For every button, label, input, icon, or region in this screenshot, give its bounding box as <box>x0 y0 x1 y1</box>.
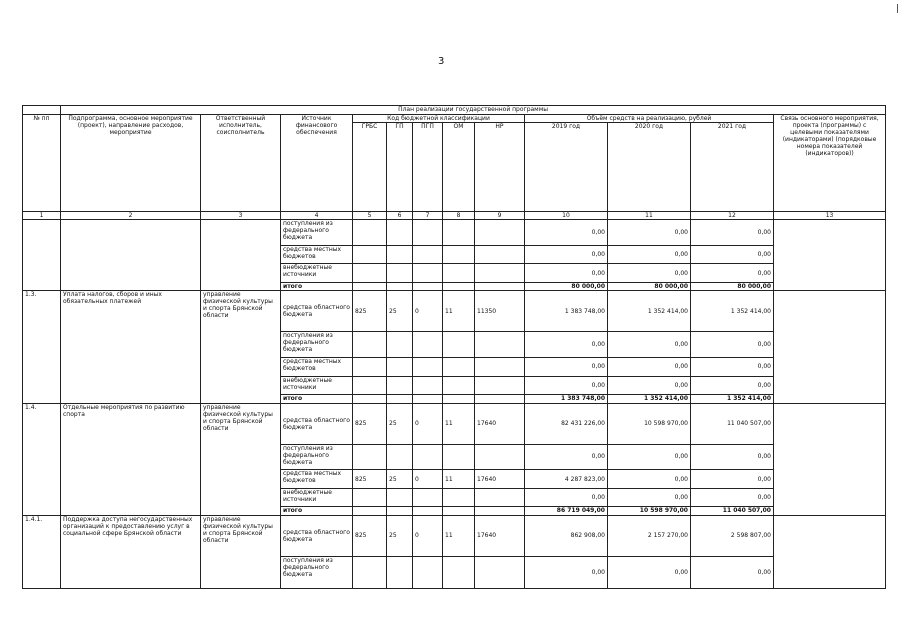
total-cell: 10 598 970,00 <box>608 507 691 516</box>
code-pgp: 0 <box>413 403 443 444</box>
column-number: 6 <box>387 211 413 220</box>
item-number: 1.4.1. <box>23 515 61 588</box>
amount-cell: 0,00 <box>608 220 691 246</box>
code-gp: 25 <box>387 403 413 444</box>
item-executor: управление физической культуры и спорта Брянской области <box>201 291 281 403</box>
code-grbs: 825 <box>353 291 387 332</box>
source-label: внебюджетные источники <box>281 376 353 394</box>
source-label: итого <box>281 394 353 403</box>
code-gp: 25 <box>387 291 413 332</box>
amount-cell: 0,00 <box>691 358 774 376</box>
header-link: Связь основного мероприятия, проекта (программы) с целевыми показателями (индикаторами) (порядковые номера показателей (индикаторов)) <box>774 114 886 211</box>
amount-cell: 10 598 970,00 <box>608 403 691 444</box>
total-cell: 80 000,00 <box>525 282 608 291</box>
table-row <box>23 291 886 332</box>
amount-cell: 0,00 <box>525 332 608 358</box>
header-pgp: ПГП <box>413 123 443 211</box>
amount-cell: 2 157 270,00 <box>608 515 691 556</box>
code-om: 11 <box>443 470 475 488</box>
amount-cell: 1 383 748,00 <box>525 291 608 332</box>
amount-cell: 0,00 <box>691 444 774 470</box>
column-number: 9 <box>475 211 525 220</box>
code-gp: 25 <box>387 470 413 488</box>
amount-cell: 0,00 <box>525 376 608 394</box>
item-number: 1.4. <box>23 403 61 515</box>
cell-empty <box>61 220 201 291</box>
code-gp: 25 <box>387 515 413 556</box>
amount-cell: 11 040 507,00 <box>691 403 774 444</box>
header-num: № пп <box>23 114 61 211</box>
code-grbs: 825 <box>353 515 387 556</box>
amount-cell: 0,00 <box>525 488 608 506</box>
total-cell: 86 719 049,00 <box>525 507 608 516</box>
header-blank-cell <box>23 106 61 115</box>
source-label: итого <box>281 282 353 291</box>
source-label: средства местных бюджетов <box>281 246 353 264</box>
amount-cell: 0,00 <box>525 246 608 264</box>
item-name: Отдельные мероприятия по развитию спорта <box>61 403 201 515</box>
amount-cell: 1 352 414,00 <box>691 291 774 332</box>
source-label: поступления из федерального бюджета <box>281 220 353 246</box>
cell-empty <box>774 515 886 588</box>
amount-cell: 82 431 226,00 <box>525 403 608 444</box>
column-number: 8 <box>443 211 475 220</box>
cell-empty <box>774 220 886 291</box>
header-gp: ГП <box>387 123 413 211</box>
column-number: 12 <box>691 211 774 220</box>
code-om: 11 <box>443 291 475 332</box>
amount-cell: 0,00 <box>525 358 608 376</box>
header-budget-code: Код бюджетной классификации <box>353 114 525 123</box>
amount-cell: 0,00 <box>608 488 691 506</box>
amount-cell: 0,00 <box>525 264 608 282</box>
table-title: План реализации государственной программы <box>61 106 886 115</box>
amount-cell: 0,00 <box>608 376 691 394</box>
amount-cell: 0,00 <box>525 556 608 588</box>
amount-cell: 0,00 <box>608 332 691 358</box>
code-np: 17640 <box>475 515 525 556</box>
amount-cell: 0,00 <box>691 246 774 264</box>
cell-empty <box>774 403 886 515</box>
table-row <box>23 515 886 556</box>
item-name: Уплата налогов, сборов и иных обязательных платежей <box>61 291 201 403</box>
source-label: внебюджетные источники <box>281 264 353 282</box>
source-label: итого <box>281 507 353 516</box>
source-label: средства местных бюджетов <box>281 358 353 376</box>
column-number: 5 <box>353 211 387 220</box>
item-executor: управление физической культуры и спорта Брянской области <box>201 403 281 515</box>
amount-cell: 0,00 <box>691 376 774 394</box>
total-cell: 80 000,00 <box>691 282 774 291</box>
header-volume: Объём средств на реализацию, рублей <box>525 114 774 123</box>
amount-cell: 1 352 414,00 <box>608 291 691 332</box>
total-cell: 1 352 414,00 <box>608 394 691 403</box>
program-plan-table <box>22 105 886 589</box>
column-number: 4 <box>281 211 353 220</box>
item-name: Поддержка доступа негосударственных организаций к предоставлению услуг в социальной сфере Брянской области <box>61 515 201 588</box>
column-number: 7 <box>413 211 443 220</box>
scan-edge-mark <box>897 4 898 13</box>
amount-cell: 0,00 <box>691 488 774 506</box>
header-2020: 2020 год <box>608 123 691 211</box>
header-grbs: ГРБС <box>353 123 387 211</box>
code-pgp: 0 <box>413 470 443 488</box>
cell-empty <box>23 220 61 291</box>
source-label: поступления из федерального бюджета <box>281 556 353 588</box>
item-executor: управление физической культуры и спорта Брянской области <box>201 515 281 588</box>
amount-cell: 862 908,00 <box>525 515 608 556</box>
amount-cell: 0,00 <box>691 264 774 282</box>
source-label: поступления из федерального бюджета <box>281 332 353 358</box>
header-om: ОМ <box>443 123 475 211</box>
header-2019: 2019 год <box>525 123 608 211</box>
code-np: 17640 <box>475 470 525 488</box>
code-om: 11 <box>443 403 475 444</box>
amount-cell: 0,00 <box>608 264 691 282</box>
column-number: 1 <box>23 211 61 220</box>
header-np: НР <box>475 123 525 211</box>
amount-cell: 0,00 <box>608 358 691 376</box>
code-om: 11 <box>443 515 475 556</box>
source-label: средства областного бюджета <box>281 291 353 332</box>
column-number: 13 <box>774 211 886 220</box>
column-number: 2 <box>61 211 201 220</box>
header-name: Подпрограмма, основное мероприятие (проект), направление расходов, мероприятие <box>61 114 201 211</box>
source-label: средства местных бюджетов <box>281 470 353 488</box>
column-number: 10 <box>525 211 608 220</box>
total-cell: 80 000,00 <box>608 282 691 291</box>
source-label: средства областного бюджета <box>281 403 353 444</box>
header-2021: 2021 год <box>691 123 774 211</box>
column-number: 11 <box>608 211 691 220</box>
table-row <box>23 403 886 444</box>
source-label: средства областного бюджета <box>281 515 353 556</box>
amount-cell: 0,00 <box>691 220 774 246</box>
amount-cell: 0,00 <box>691 470 774 488</box>
code-grbs: 825 <box>353 403 387 444</box>
page-number: 3 <box>438 56 445 67</box>
amount-cell: 0,00 <box>608 556 691 588</box>
total-cell: 1 383 748,00 <box>525 394 608 403</box>
code-pgp: 0 <box>413 291 443 332</box>
code-np: 11350 <box>475 291 525 332</box>
cell-empty <box>201 220 281 291</box>
source-label: внебюджетные источники <box>281 488 353 506</box>
amount-cell: 4 287 823,00 <box>525 470 608 488</box>
code-pgp: 0 <box>413 515 443 556</box>
column-number: 3 <box>201 211 281 220</box>
header-source: Источник финансового обеспечения <box>281 114 353 211</box>
item-number: 1.3. <box>23 291 61 403</box>
amount-cell: 0,00 <box>691 332 774 358</box>
header-executor: Ответственный исполнитель, соисполнитель <box>201 114 281 211</box>
code-grbs: 825 <box>353 470 387 488</box>
amount-cell: 0,00 <box>608 444 691 470</box>
total-cell: 11 040 507,00 <box>691 507 774 516</box>
amount-cell: 2 598 807,00 <box>691 515 774 556</box>
code-np: 17640 <box>475 403 525 444</box>
total-cell: 1 352 414,00 <box>691 394 774 403</box>
amount-cell: 0,00 <box>608 246 691 264</box>
amount-cell: 0,00 <box>525 220 608 246</box>
source-label: поступления из федерального бюджета <box>281 444 353 470</box>
table-row <box>23 220 886 246</box>
amount-cell: 0,00 <box>691 556 774 588</box>
cell-empty <box>774 291 886 403</box>
amount-cell: 0,00 <box>608 470 691 488</box>
amount-cell: 0,00 <box>525 444 608 470</box>
